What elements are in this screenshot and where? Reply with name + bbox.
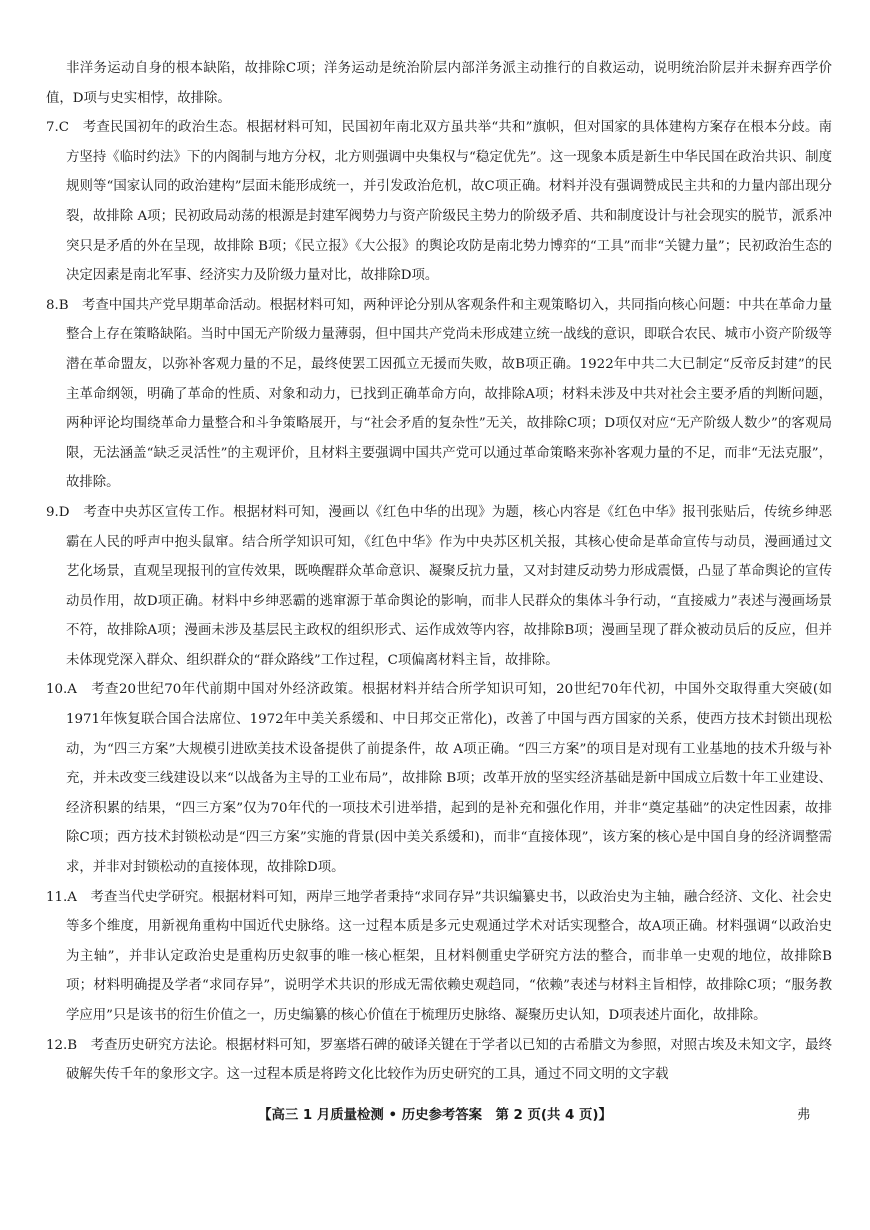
- answer-item-7: 7.C 考查民国初年的政治生态。根据材料可知，民国初年南北双方虽共举“共和”旗帜，但对国家的具体建构方案存在根本分歧。南方坚持《临时约法》下的内阁制与地方分权，北方则强调中央集权与“稳定优先”。这一现象本质是新生中华民国在政治共识、制度规则等“国家认同的政治建构”层面未能形成统一，并引发政治危机，故C项正确。材料并没有强调赞成民主共和的力量内部出现分裂，故排除 A项；民初政局动荡的根源是封建军阀势力与资产阶级民主势力的阶级矛盾、共和制度设计与社会现实的脱节，派系冲突只是矛盾的外在呈现，故排除 B项；《民立报》《大公报》的舆论攻防是南北势力博弈的“工具”而非“关键力量”；民初政治生态的决定因素是南北军事、经济实力及阶级力量对比，故排除D项。: [46, 120, 832, 284]
- answer-item-8: 8.B 考查中国共产党早期革命活动。根据材料可知，两种评论分别从客观条件和主观策略切入，共同指向核心问题：中共在革命力量整合上存在策略缺陷。当时中国无产阶级力量薄弱，但中国共产党尚未形成建立统一战线的意识，即联合农民、城市小资产阶级等潜在革命盟友，以弥补客观力量的不足，最终使罢工因孤立无援而失败，故B项正确。1922年中共二大已制定“反帝反封建”的民主革命纲领，明确了革命的性质、对象和动力，已找到正确革命方向，故排除A项；材料未涉及中共对社会主要矛盾的判断问题，两种评论均围绕革命力量整合和斗争策略展开，与“社会矛盾的复杂性”无关，故排除C项；D项仅对应“无产阶级人数少”的客观局限，无法涵盖“缺乏灵活性”的主观评价，且材料主要强调中国共产党可以通过革命策略来弥补客观力量的不足，而非“无法克服”，故排除。: [46, 297, 832, 491]
- answer-item-10: 10.A 考查20世纪70年代前期中国对外经济政策。根据材料并结合所学知识可知，20世纪70年代初，中国外交取得重大突破(如1971年恢复联合国合法席位、1972年中美关系缓和、中日邦交正常化)，改善了中国与西方国家的关系，使西方技术封锁出现松动，为“四三方案”大规模引进欧美技术设备提供了前提条件，故 A项正确。“四三方案”的项目是对现有工业基地的技术升级与补充，并未改变三线建设以来“以战备为主导的工业布局”，故排除 B项；改革开放的坚实经济基础是新中国成立后数十年工业建设、经济积累的结果，“四三方案”仅为70年代的一项技术引进举措，起到的是补充和强化作用，并非“奠定基础”的决定性因素，故排除C项；西方技术封锁松动是“四三方案”实施的背景(因中美关系缓和)，而非“直接体现”，该方案的核心是中国自身的经济调整需求，并非对封锁松动的直接体现，故排除D项。: [46, 682, 832, 876]
- answer-item-12: 12.B 考查历史研究方法论。根据材料可知，罗塞塔石碑的破译关键在于学者以已知的古希腊文为参照，对照古埃及未知文字，最终破解失传千年的象形文字。这一过程本质是将跨文化比较作为历史研究的工具，通过不同文明的文字载: [46, 1037, 832, 1083]
- corner-mark: 弗: [797, 1108, 811, 1123]
- answer-content: [46, 54, 832, 1090]
- answer-item-11: 11.A 考查当代史学研究。根据材料可知，两岸三地学者秉持“求同存异”共识编纂史书，以政治史为主轴，融合经济、文化、社会史等多个维度，用新视角重构中国近代史脉络。这一过程本质是多元史观通过学术对话实现整合，故A项正确。材料强调“以政治史为主轴”，并非认定政治史是重构历史叙事的唯一核心框架，且材料侧重史学研究方法的整合，而非单一史观的地位，故排除B项；材料明确提及学者“求同存异”，说明学术共识的形成无需依赖史观趋同，“依赖”表述与材料主旨相悖，故排除C项；“服务教学应用”只是该书的衍生价值之一，历史编纂的核心价值在于梳理历史脉络、凝聚历史认知，D项表述片面化，故排除。: [46, 889, 832, 1023]
- answer-item-9: 9.D 考查中央苏区宣传工作。根据材料可知，漫画以《红色中华的出现》为题，核心内容是《红色中华》报刊张贴后，传统乡绅恶霸在人民的呼声中抱头鼠窜。结合所学知识可知，《红色中华》作为中央苏区机关报，其核心使命是革命宣传与动员，漫画通过文艺化场景，直观呈现报刊的宣传效果，既唤醒群众革命意识、凝聚反抗力量，又对封建反动势力形成震慑，凸显了革命舆论的宣传动员作用，故D项正确。材料中乡绅恶霸的逃窜源于革命舆论的影响，而非人民群众的集体斗争行动，“直接威力”表述与漫画场景不符，故排除A项；漫画未涉及基层民主政权的组织形式、运作成效等内容，故排除B项；漫画呈现了群众被动员后的反应，但并未体现党深入群众、组织群众的“群众路线”工作过程，C项偏离材料主旨，故排除。: [46, 504, 832, 668]
- paragraph-continuation: 非洋务运动自身的根本缺陷，故排除C项；洋务运动是统治阶层内部洋务派主动推行的自救运动，说明统治阶层并未摒弃西学价值，D项与史实相悖，故排除。: [46, 61, 832, 106]
- page-footer: 【高三 1 月质量检测 • 历史参考答案 第 2 页(共 4 页)】: [258, 1108, 612, 1123]
